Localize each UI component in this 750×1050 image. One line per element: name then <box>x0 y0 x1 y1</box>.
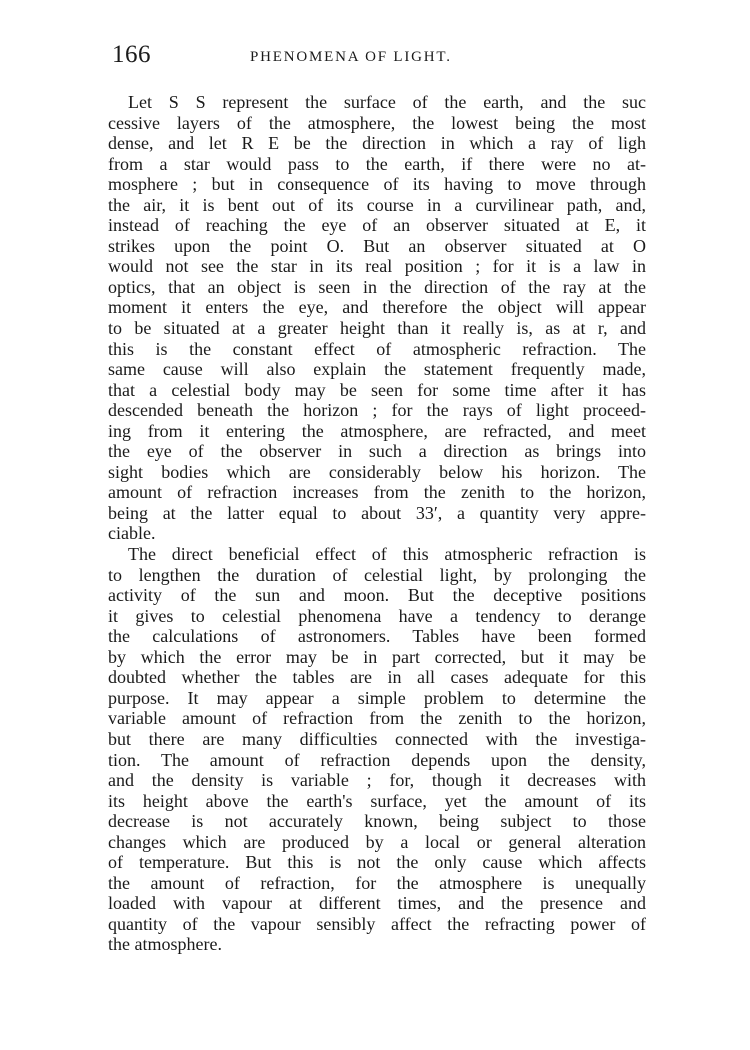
text-line: loaded with vapour at different times, and the presence and <box>108 893 646 914</box>
text-line: ciable. <box>108 523 156 544</box>
text-line: the air, it is bent out of its course in a curvilinear path, and, <box>108 194 646 215</box>
text-line: of temperature. But this is not the only cause which affects <box>108 852 646 873</box>
text-line: but there are many difficulties connected with the investiga- <box>108 728 646 749</box>
text-line: mosphere ; but in consequence of its having to move through <box>108 174 646 195</box>
text-line: changes which are produced by a local or general alteration <box>108 831 646 852</box>
page-number: 166 <box>112 41 151 68</box>
body-text <box>108 92 646 955</box>
text-line: moment it enters the eye, and therefore the object will appear <box>108 297 646 318</box>
running-title: PHENOMENA OF LIGHT. <box>250 49 452 65</box>
text-line: the atmosphere. <box>108 934 222 955</box>
text-line: quantity of the vapour sensibly affect the refracting power of <box>108 913 646 934</box>
paragraph-refraction-explanation <box>108 92 646 544</box>
text-line: doubted whether the tables are in all cases adequate for this <box>108 667 646 688</box>
text-line: the calculations of astronomers. Tables have been formed <box>108 626 646 647</box>
paragraph-refraction-effects <box>108 544 646 955</box>
text-line: ing from it entering the atmosphere, are refracted, and meet <box>108 420 646 441</box>
text-line: this is the constant effect of atmospheric refraction. The <box>108 338 646 359</box>
running-head <box>112 40 642 76</box>
text-line: strikes upon the point O. But an observer situated at O <box>108 235 646 256</box>
text-line: Let S S represent the surface of the earth, and the suc <box>128 92 646 112</box>
text-line: decrease is not accurately known, being subject to those <box>108 811 646 832</box>
text-line: amount of refraction increases from the zenith to the horizon, <box>108 482 646 503</box>
text-line: from a star would pass to the earth, if there were no at- <box>108 153 646 174</box>
text-line: its height above the earth's surface, yet the amount of its <box>108 790 646 811</box>
text-line: activity of the sun and moon. But the deceptive positions <box>108 585 646 606</box>
text-line: descended beneath the horizon ; for the rays of light proceed- <box>108 400 646 421</box>
text-line: purpose. It may appear a simple problem to determine the <box>108 687 646 708</box>
text-line: sight bodies which are considerably below his horizon. The <box>108 461 646 482</box>
text-line: same cause will also explain the statement frequently made, <box>108 359 646 380</box>
text-line: that a celestial body may be seen for some time after it has <box>108 379 646 400</box>
text-line: The direct beneficial effect of this atmospheric refraction is <box>128 544 646 565</box>
text-line: would not see the star in its real position ; for it is a law in <box>108 256 646 277</box>
text-line: instead of reaching the eye of an observer situated at E, it <box>108 215 646 236</box>
text-line: dense, and let R E be the direction in which a ray of ligh <box>108 133 646 154</box>
text-line: variable amount of refraction from the zenith to the horizon, <box>108 708 646 729</box>
text-line: tion. The amount of refraction depends upon the density, <box>108 749 646 770</box>
text-line: it gives to celestial phenomena have a tendency to derange <box>108 605 646 626</box>
text-line: to be situated at a greater height than it really is, as at r, and <box>108 318 646 339</box>
text-line: optics, that an object is seen in the direction of the ray at the <box>108 276 646 297</box>
text-line: cessive layers of the atmosphere, the lowest being the most <box>108 112 646 133</box>
text-line: by which the error may be in part corrected, but it may be <box>108 646 646 667</box>
text-line: the eye of the observer in such a direction as brings into <box>108 441 646 462</box>
text-line: the amount of refraction, for the atmosphere is unequally <box>108 872 646 893</box>
text-line: to lengthen the duration of celestial light, by prolonging the <box>108 564 646 585</box>
text-line: and the density is variable ; for, though it decreases with <box>108 770 646 791</box>
text-line: being at the latter equal to about 33′, a quantity very appre- <box>108 502 646 523</box>
